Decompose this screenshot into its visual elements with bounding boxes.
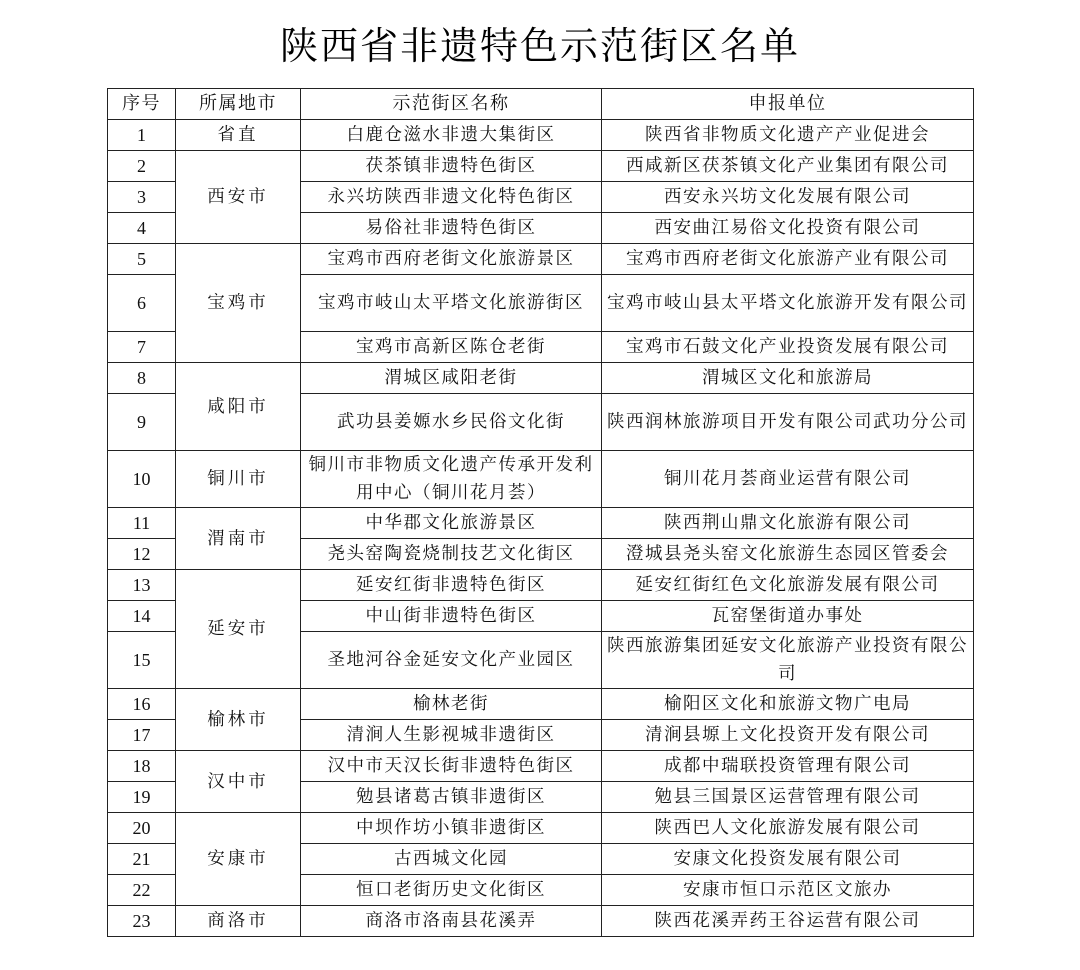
district-roster-table	[107, 88, 974, 937]
row-district-name: 清涧人生影视城非遗街区	[301, 720, 602, 751]
table-row	[108, 120, 974, 151]
row-seq: 14	[108, 601, 176, 632]
row-seq: 7	[108, 332, 176, 363]
table-row	[108, 363, 974, 394]
row-district-name: 白鹿仓滋水非遗大集街区	[301, 120, 602, 151]
row-applicant-unit: 安康文化投资发展有限公司	[602, 844, 974, 875]
row-district-name: 商洛市洛南县花溪弄	[301, 906, 602, 937]
row-seq: 19	[108, 782, 176, 813]
row-applicant-unit: 陕西花溪弄药王谷运营有限公司	[602, 906, 974, 937]
row-applicant-unit: 成都中瑞联投资管理有限公司	[602, 751, 974, 782]
row-district-name: 铜川市非物质文化遗产传承开发利用中心（铜川花月荟）	[301, 451, 602, 508]
row-seq: 1	[108, 120, 176, 151]
row-applicant-unit: 陕西巴人文化旅游发展有限公司	[602, 813, 974, 844]
table-row	[108, 508, 974, 539]
row-district-name: 中华郡文化旅游景区	[301, 508, 602, 539]
row-city: 咸阳市	[176, 363, 301, 451]
table-row	[108, 451, 974, 508]
row-seq: 6	[108, 275, 176, 332]
row-city: 安康市	[176, 813, 301, 906]
table-row	[108, 689, 974, 720]
row-applicant-unit: 渭城区文化和旅游局	[602, 363, 974, 394]
row-seq: 3	[108, 182, 176, 213]
header-applicant-unit: 申报单位	[602, 89, 974, 120]
row-district-name: 中山街非遗特色街区	[301, 601, 602, 632]
row-seq: 22	[108, 875, 176, 906]
table-row	[108, 570, 974, 601]
row-district-name: 武功县姜嫄水乡民俗文化街	[301, 394, 602, 451]
row-city: 渭南市	[176, 508, 301, 570]
row-seq: 2	[108, 151, 176, 182]
row-city: 延安市	[176, 570, 301, 689]
page-title: 陕西省非遗特色示范街区名单	[279, 24, 800, 68]
row-district-name: 延安红街非遗特色街区	[301, 570, 602, 601]
row-applicant-unit: 宝鸡市西府老街文化旅游产业有限公司	[602, 244, 974, 275]
row-district-name: 渭城区咸阳老街	[301, 363, 602, 394]
row-district-name: 宝鸡市高新区陈仓老街	[301, 332, 602, 363]
row-seq: 11	[108, 508, 176, 539]
table-row	[108, 151, 974, 182]
row-city: 省直	[176, 120, 301, 151]
row-applicant-unit: 西咸新区茯茶镇文化产业集团有限公司	[602, 151, 974, 182]
row-applicant-unit: 铜川花月荟商业运营有限公司	[602, 451, 974, 508]
row-applicant-unit: 陕西旅游集团延安文化旅游产业投资有限公司	[602, 632, 974, 689]
row-district-name: 茯茶镇非遗特色街区	[301, 151, 602, 182]
row-city: 宝鸡市	[176, 244, 301, 363]
row-seq: 23	[108, 906, 176, 937]
header-row	[108, 89, 974, 120]
row-applicant-unit: 安康市恒口示范区文旅办	[602, 875, 974, 906]
row-seq: 15	[108, 632, 176, 689]
row-seq: 8	[108, 363, 176, 394]
header-seq: 序号	[108, 89, 176, 120]
row-city: 商洛市	[176, 906, 301, 937]
roster-body	[108, 120, 974, 937]
row-district-name: 汉中市天汉长街非遗特色街区	[301, 751, 602, 782]
row-seq: 13	[108, 570, 176, 601]
row-applicant-unit: 西安永兴坊文化发展有限公司	[602, 182, 974, 213]
row-seq: 9	[108, 394, 176, 451]
row-seq: 16	[108, 689, 176, 720]
row-applicant-unit: 清涧县塬上文化投资开发有限公司	[602, 720, 974, 751]
row-seq: 21	[108, 844, 176, 875]
row-district-name: 榆林老街	[301, 689, 602, 720]
header-city: 所属地市	[176, 89, 301, 120]
row-seq: 20	[108, 813, 176, 844]
row-applicant-unit: 勉县三国景区运营管理有限公司	[602, 782, 974, 813]
row-applicant-unit: 陕西荆山鼎文化旅游有限公司	[602, 508, 974, 539]
row-seq: 5	[108, 244, 176, 275]
row-applicant-unit: 延安红街红色文化旅游发展有限公司	[602, 570, 974, 601]
row-seq: 18	[108, 751, 176, 782]
table-row	[108, 906, 974, 937]
row-district-name: 勉县诸葛古镇非遗街区	[301, 782, 602, 813]
row-seq: 12	[108, 539, 176, 570]
row-applicant-unit: 宝鸡市岐山县太平塔文化旅游开发有限公司	[602, 275, 974, 332]
row-city: 西安市	[176, 151, 301, 244]
row-district-name: 恒口老街历史文化街区	[301, 875, 602, 906]
row-district-name: 尧头窑陶瓷烧制技艺文化街区	[301, 539, 602, 570]
row-district-name: 圣地河谷金延安文化产业园区	[301, 632, 602, 689]
table-row	[108, 751, 974, 782]
row-applicant-unit: 西安曲江易俗文化投资有限公司	[602, 213, 974, 244]
row-district-name: 宝鸡市西府老街文化旅游景区	[301, 244, 602, 275]
row-city: 榆林市	[176, 689, 301, 751]
row-seq: 17	[108, 720, 176, 751]
row-applicant-unit: 澄城县尧头窑文化旅游生态园区管委会	[602, 539, 974, 570]
header-district-name: 示范街区名称	[301, 89, 602, 120]
table-row	[108, 244, 974, 275]
row-city: 铜川市	[176, 451, 301, 508]
row-applicant-unit: 榆阳区文化和旅游文物广电局	[602, 689, 974, 720]
table-row	[108, 813, 974, 844]
row-district-name: 永兴坊陕西非遗文化特色街区	[301, 182, 602, 213]
row-city: 汉中市	[176, 751, 301, 813]
row-applicant-unit: 宝鸡市石鼓文化产业投资发展有限公司	[602, 332, 974, 363]
row-seq: 4	[108, 213, 176, 244]
row-applicant-unit: 陕西润林旅游项目开发有限公司武功分公司	[602, 394, 974, 451]
row-district-name: 中坝作坊小镇非遗街区	[301, 813, 602, 844]
row-district-name: 古西城文化园	[301, 844, 602, 875]
row-district-name: 宝鸡市岐山太平塔文化旅游街区	[301, 275, 602, 332]
row-applicant-unit: 陕西省非物质文化遗产产业促进会	[602, 120, 974, 151]
row-district-name: 易俗社非遗特色街区	[301, 213, 602, 244]
row-applicant-unit: 瓦窑堡街道办事处	[602, 601, 974, 632]
row-seq: 10	[108, 451, 176, 508]
